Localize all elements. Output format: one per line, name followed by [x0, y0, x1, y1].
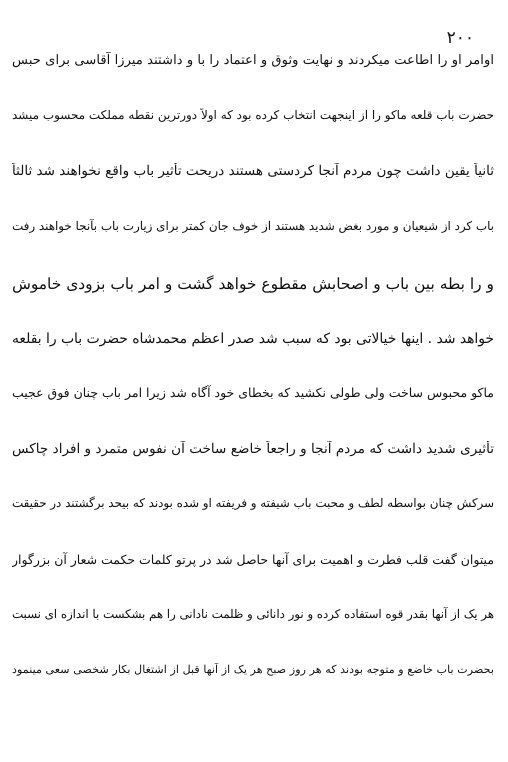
text-line: سرکش چنان بواسطه لطف و محبت باب شیفته و فریفته او شده بودند که بیحد برگشتند در حقیقت [12, 496, 494, 510]
text-body [12, 52, 494, 718]
text-line: تأثیری شدید داشت که مردم آنجا و راجعاً خاضع ساخت آن نفوس متمرد و افراد چاکس [12, 440, 494, 457]
text-line: خواهد شد . اینها خیالاتی بود که سبب شد صدر اعظم محمدشاه حضرت باب را بقلعه [12, 330, 494, 347]
text-line: میتوان گفت قلب فطرت و اهمیت برای آنها حاصل شد در پرتو کلمات حکمت شعار آن بزرگوار [12, 551, 494, 567]
text-line: بحضرت باب خاضع و متوجه بودند که هر روز صبح هر یک از آنها قبل از اشتغال بکار شخصی سعی مینمود [12, 662, 494, 676]
text-line: حضرت باب قلعه ماکو را از اینجهت انتخاب کرده بود که اولاً دورترین نقطه مملکت محسوب میشد [12, 107, 494, 122]
text-line: باب کرد از شیعیان و مورد بغض شدید هستند از خوف جان کمتر برای زیارت باب بآنجا خواهند رفت [12, 218, 494, 233]
text-line: ماکو محبوس ساخت ولی طولی نکشید که بخطای خود آگاه شد زیرا امر باب چنان فوق عجیب [12, 385, 494, 400]
text-line: اوامر او را اطاعت میکردند و نهایت وثوق و اعتماد را با و داشتند میرزا آقاسی برای حبس [12, 53, 494, 68]
text-line: هر یک از آنها بقدر قوه استفاده کرده و نور دانائی و ظلمت نادانی را هم بشکست با اندازه ای نسبت [12, 607, 494, 621]
text-line: و را بطه بین باب و اصحابش مقطوع خواهد گشت و امر باب بزودی خاموش [12, 275, 494, 293]
text-line: ثانیاً یقین داشت چون مردم آنجا کردستی هستند دریحت تأثیر باب واقع نخواهند شد ثالثاً [12, 163, 494, 179]
page-number: ۲۰۰ [446, 28, 474, 48]
